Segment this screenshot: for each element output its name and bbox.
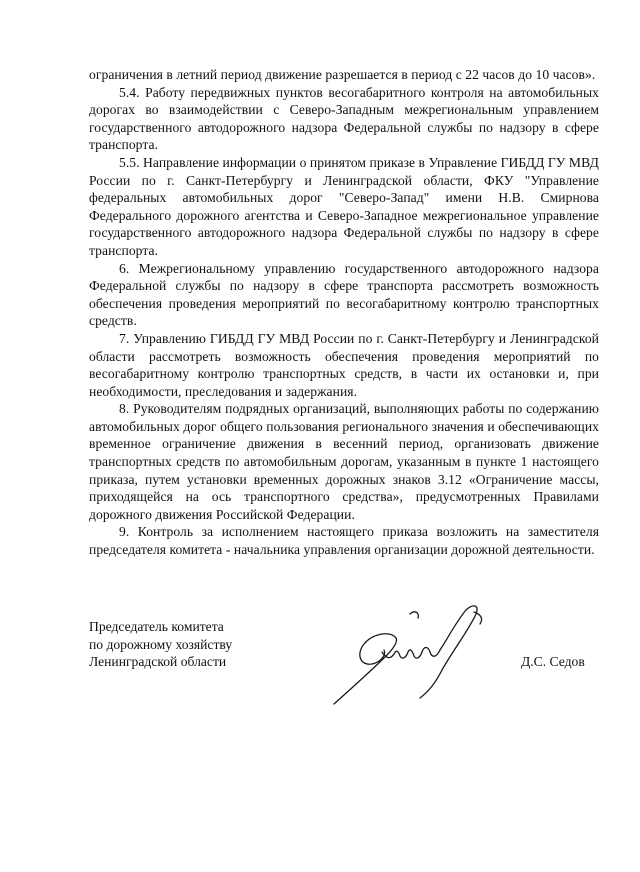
paragraph-5-5: 5.5. Направление информации о принятом приказе в Управление ГИБДД ГУ МВД России по г. Санкт-Петербургу и Ленинградской области, ФКУ "Управление федеральных автомобильных дорог "Северо-Запад" имени Н.В. Смирнова Федерального дорожного агентства и Северо-Западное межрегиональное управление государственного автодорожного надзора Федеральной службы по надзору в сфере транспорта. [89, 154, 599, 258]
paragraph-5-4: 5.4. Работу передвижных пунктов весогабаритного контроля на автомобильных дорогах во взаимодействии с Северо-Западным межрегиональным управлением государственного автодорожного надзора Федеральной службы по надзору в сфере транспорта. [89, 84, 599, 153]
signatory-title-line-1: Председатель комитета [89, 619, 224, 634]
paragraph-6: 6. Межрегиональному управлению государственного автодорожного надзора Федеральной службы по надзору в сфере транспорта рассмотреть возможность обеспечения проведения мероприятий по весогабаритному контролю транспортных средств. [89, 260, 599, 329]
signatory-title-line-2: по дорожному хозяйству [89, 636, 233, 652]
paragraph-continuation: ограничения в летний период движение разрешается в период с 22 часов до 10 часов». [89, 67, 596, 82]
paragraph-9: 9. Контроль за исполнением настоящего приказа возложить на заместителя председателя комитета - начальника управления организации дорожной деятельности. [89, 524, 599, 558]
handwritten-signature-icon [324, 600, 504, 710]
signatory-name: Д.С. Седов [521, 654, 585, 669]
document-body [89, 66, 599, 559]
signatory-title-line-3: Ленинградской области [89, 654, 227, 670]
signatory-title [89, 618, 232, 671]
paragraph-7: 7. Управлению ГИБДД ГУ МВД России по г. Санкт-Петербургу и Ленинградской области рассмотреть возможность обеспечения проведения мероприятий по весогабаритному контролю транспортных средств, в части их остановки и, при необходимости, преследования и задержания. [89, 330, 599, 399]
signature-block [89, 618, 599, 708]
paragraph-8: 8. Руководителям подрядных организаций, выполняющих работы по содержанию автомобильных дорог общего пользования регионального значения и обеспечивающих временное ограничение движения в весенний период, организовать движение транспортных средств по автомобильным дорогам, указанным в пункте 1 настоящего приказа, путем установки временных дорожных знаков 3.12 «Ограничение массы, приходящейся на ось транспортного средства», предусмотренных Правилами дорожного движения Российской Федерации. [89, 401, 599, 522]
